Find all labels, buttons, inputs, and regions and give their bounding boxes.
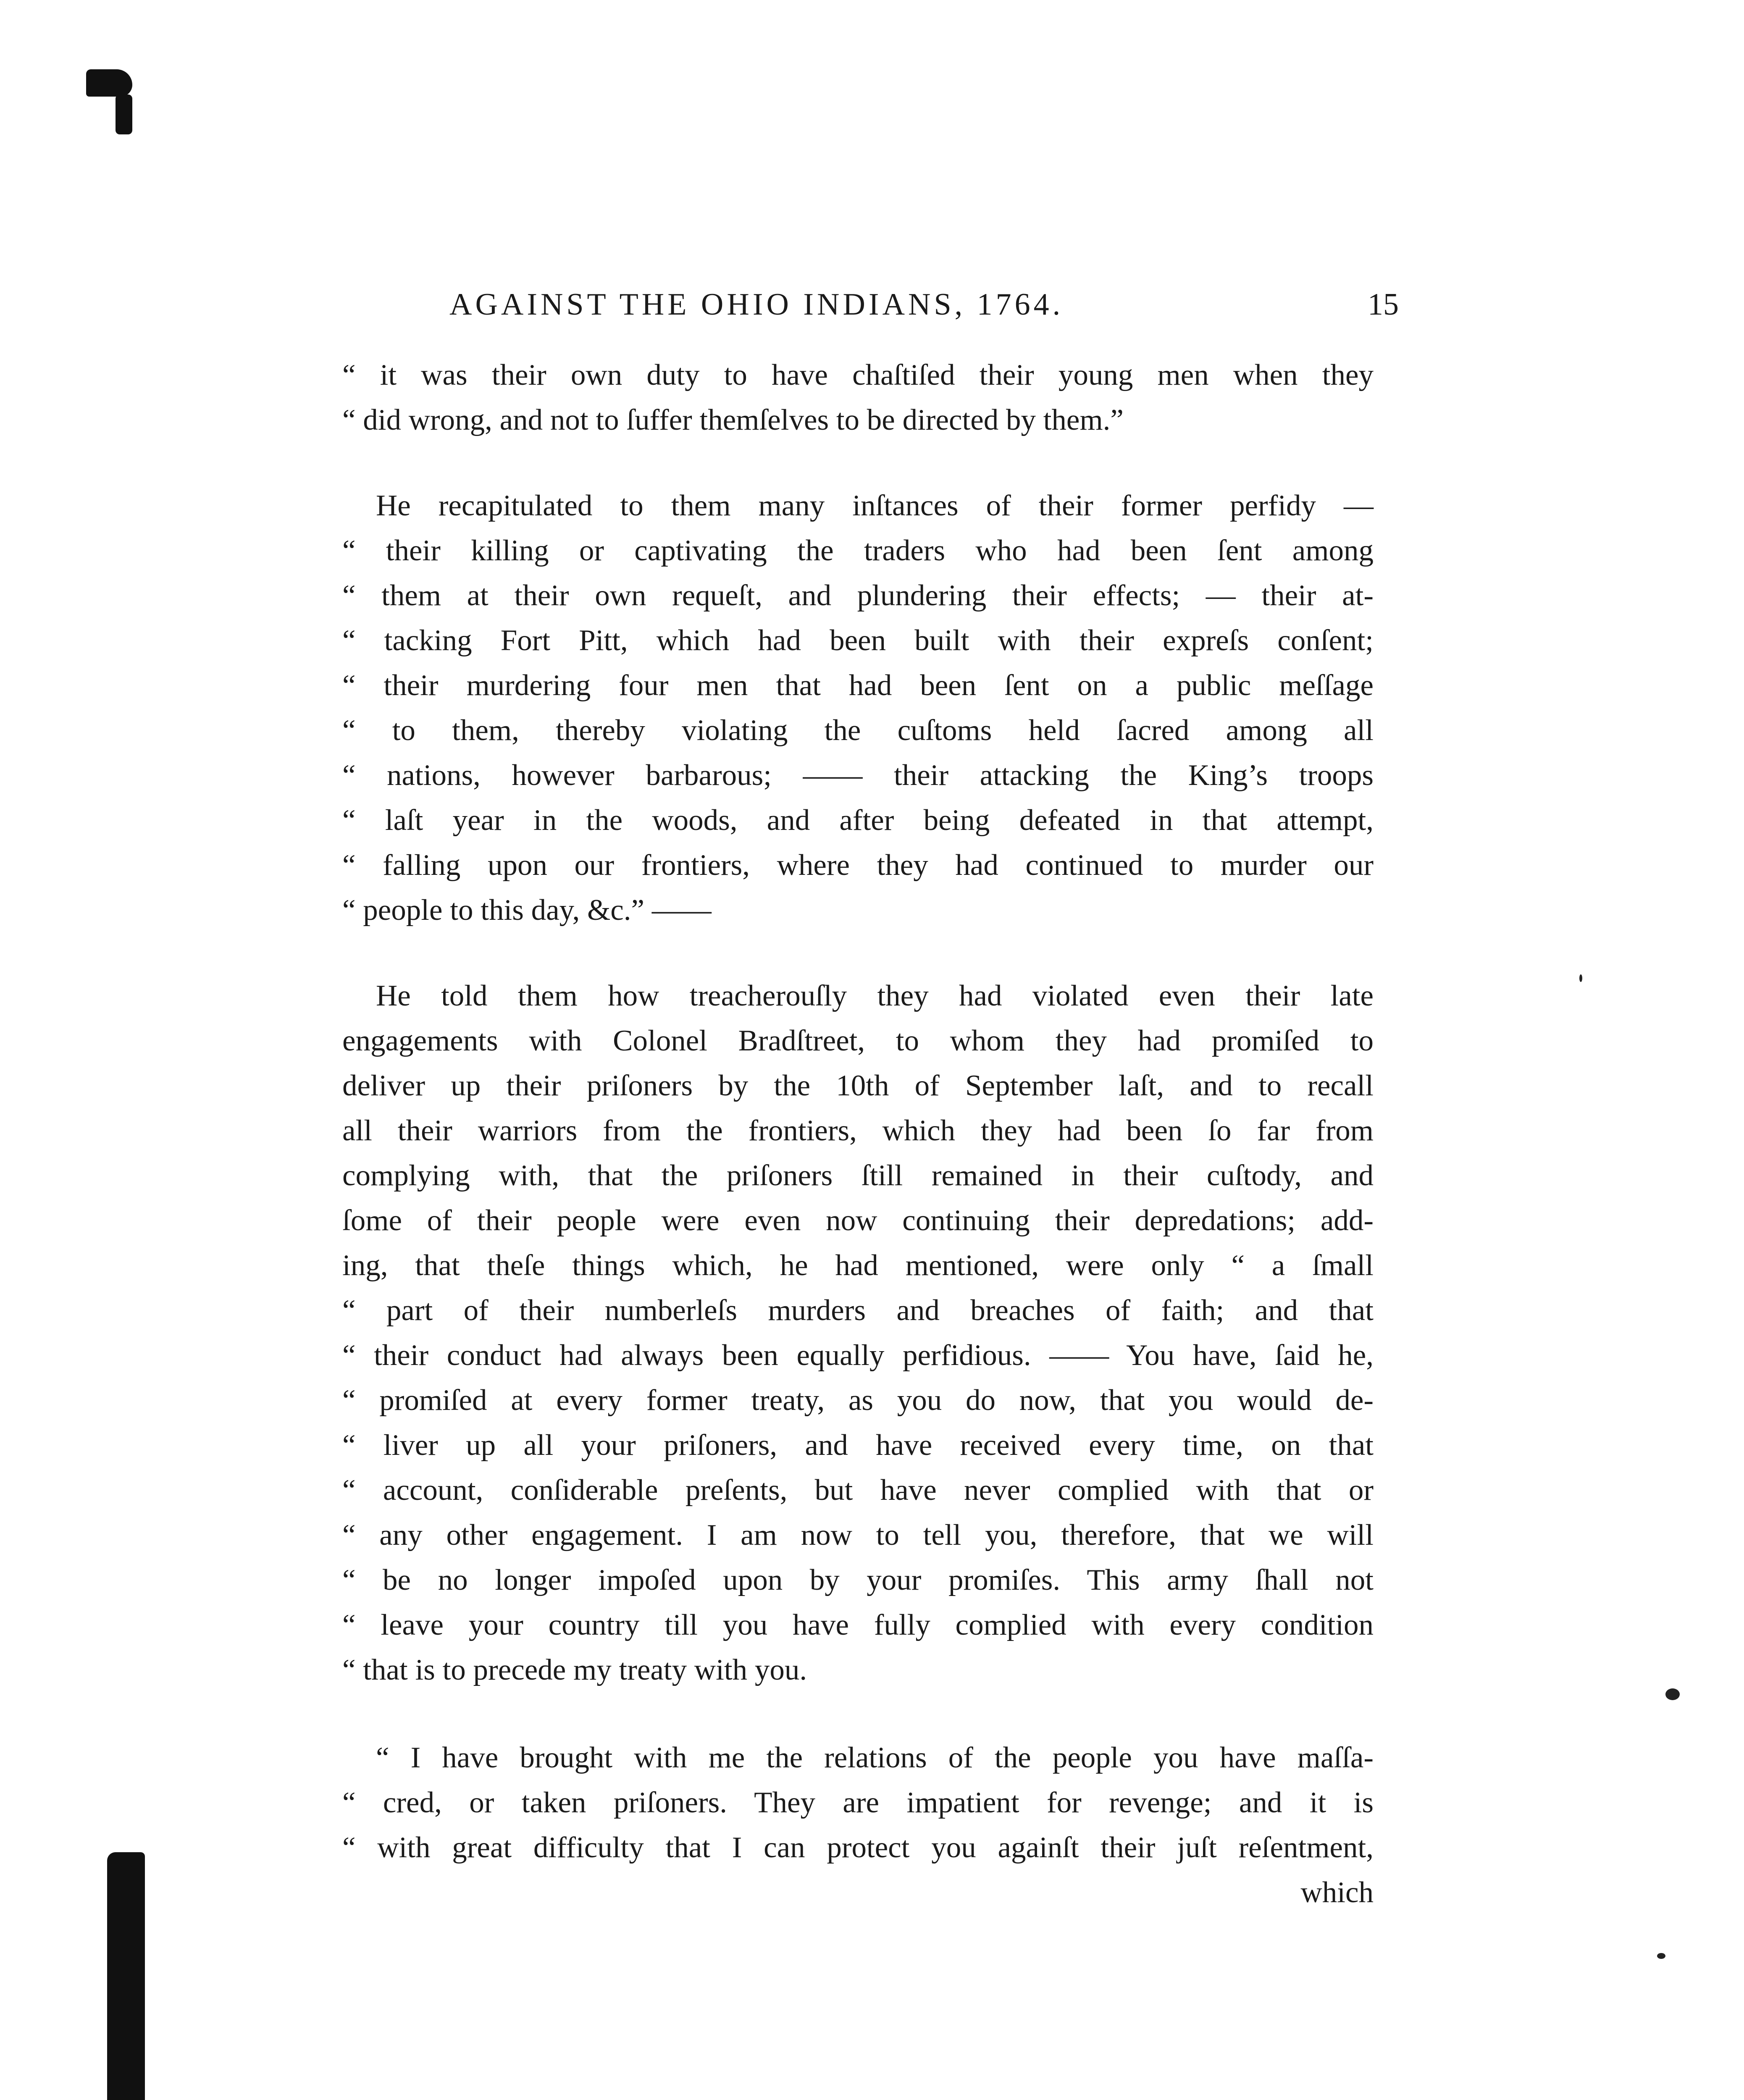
text-line: “ promiſed at every former treaty, as you do now, that you would de- [342,1384,1374,1417]
page-number: 15 [1368,287,1399,322]
text-line: ing, that theſe things which, he had mentioned, were only “ a ſmall [342,1249,1374,1282]
text-line: “ leave your country till you have fully complied with every condition [342,1609,1374,1641]
text-line: complying with, that the priſoners ſtill remained in their cuſtody, and [342,1159,1374,1192]
text-line: “ tacking Fort Pitt, which had been built with their expreſs conſent; [342,624,1374,657]
scan-speck [1579,974,1582,982]
text-line: He recapitulated to them many inſtances of their former perfidy — [376,489,1374,522]
text-line: “ their killing or captivating the traders who had been ſent among [342,534,1374,567]
text-line: “ with great difficulty that I can protect you againſt their juſt reſentment, [342,1831,1374,1864]
paragraph-gap [342,933,1374,974]
text-line: He told them how treacherouſly they had violated even their late [376,979,1374,1012]
scan-speck [1657,1953,1665,1959]
text-line: “ it was their own duty to have chaſtiſed their young men when they [342,359,1374,391]
text-line: all their warriors from the frontiers, which they had been ſo far from [342,1114,1374,1147]
scan-speck [1665,1688,1680,1700]
text-line: ſome of their people were even now continuing their depredations; add- [342,1204,1374,1237]
text-line: “ any other engagement. I am now to tell you, therefore, that we will [342,1519,1374,1551]
text-line: “ did wrong, and not to ſuffer themſelves to be directed by them.” [342,404,1124,436]
text-line: “ falling upon our frontiers, where they had continued to murder our [342,849,1374,882]
page-header [449,281,1399,328]
text-line: “ their murdering four men that had been ſent on a public meſſage [342,669,1374,702]
paragraph-gap [342,443,1374,483]
text-line: “ that is to precede my treaty with you. [342,1654,807,1686]
text-line: “ I have brought with me the relations of the people you have maſſa- [376,1741,1374,1774]
text-line: “ them at their own requeſt, and plundering their effects; — their at- [342,579,1374,612]
text-line: “ account, conſiderable preſents, but have never complied with that or [342,1474,1374,1507]
text-line: “ be no longer impoſed upon by your promiſes. This army ſhall not [342,1564,1374,1596]
body-text [342,353,1374,1915]
text-line: “ laſt year in the woods, and after being defeated in that attempt, [342,804,1374,837]
text-line: “ to them, thereby violating the cuſtoms held ſacred among all [342,714,1374,747]
running-head: AGAINST THE OHIO INDIANS, 1764. [449,287,1064,322]
catchword: which [1300,1876,1374,1909]
text-line: “ cred, or taken priſoners. They are impatient for revenge; and it is [342,1786,1374,1819]
text-line: deliver up their priſoners by the 10th of September laſt, and to recall [342,1069,1374,1102]
paragraph-gap [342,1693,1374,1735]
scan-margin-shadow-top [86,69,132,97]
text-line: “ people to this day, &c.” —— [342,894,712,927]
text-line: “ their conduct had always been equally perfidious. —— You have, ſaid he, [342,1339,1374,1372]
text-line: engagements with Colonel Bradſtreet, to whom they had promiſed to [342,1024,1374,1057]
text-line: “ nations, however barbarous; —— their attacking the King’s troops [342,759,1374,792]
text-line: “ part of their numberleſs murders and breaches of faith; and that [342,1294,1374,1327]
scan-margin-shadow-bottom [107,1852,145,2100]
text-line: “ liver up all your priſoners, and have received every time, on that [342,1429,1374,1462]
scan-margin-shadow-top-tail [116,94,132,134]
